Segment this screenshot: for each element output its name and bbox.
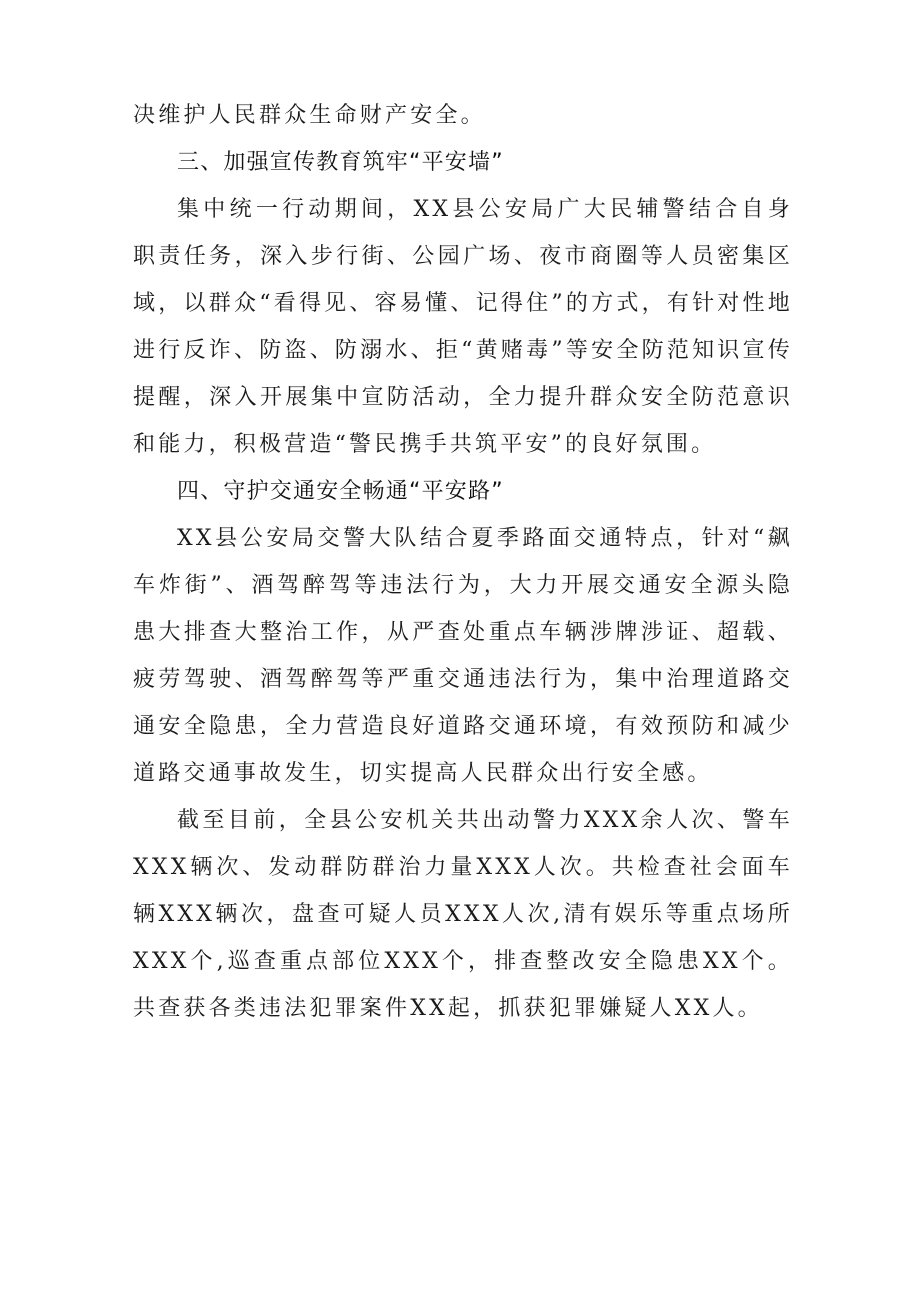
- paragraph-traffic: XX县公安局交警大队结合夏季路面交通特点，针对“飙车炸街”、酒驾醉驾等违法行为，大力开展交通安全源头隐患大排查大整治工作，从严查处重点车辆涉牌涉证、超载、疲劳驾驶、酒驾醉驾等严重交通违法行为，集中治理道路交通安全隐患，全力营造良好道路交通环境，有效预防和减少道路交通事故发生，切实提高人民群众出行安全感。: [133, 526, 793, 786]
- paragraph-summary: 截至目前，全县公安机关共出动警力XXX余人次、警车XXX辆次、发动群防群治力量XXX人次。共检查社会面车辆XXX辆次，盘查可疑人员XXX人次,清有娱乐等重点场所XXX个,巡查重点部位XXX个，排查整改安全隐患XX个。共查获各类违法犯罪案件XX起，抓获犯罪嫌疑人XX人。: [133, 808, 793, 1021]
- section-heading-4: 四、守护交通安全畅通“平安路”: [177, 479, 504, 504]
- paragraph-publicity: 集中统一行动期间，XX县公安局广大民辅警结合自身职责任务，深入步行街、公园广场、夜市商圈等人员密集区域，以群众“看得见、容易懂、记得住”的方式，有针对性地进行反诈、防盗、防溺水、拒“黄赌毒”等安全防范知识宣传提醒，深入开展集中宣防活动，全力提升群众安全防范意识和能力，积极营造“警民携手共筑平安”的良好氛围。: [133, 197, 793, 457]
- paragraph-continued: 决维护人民群众生命财产安全。: [133, 103, 486, 128]
- document-body: [133, 92, 793, 1032]
- section-heading-3: 三、加强宣传教育筑牢“平安墙”: [177, 150, 504, 175]
